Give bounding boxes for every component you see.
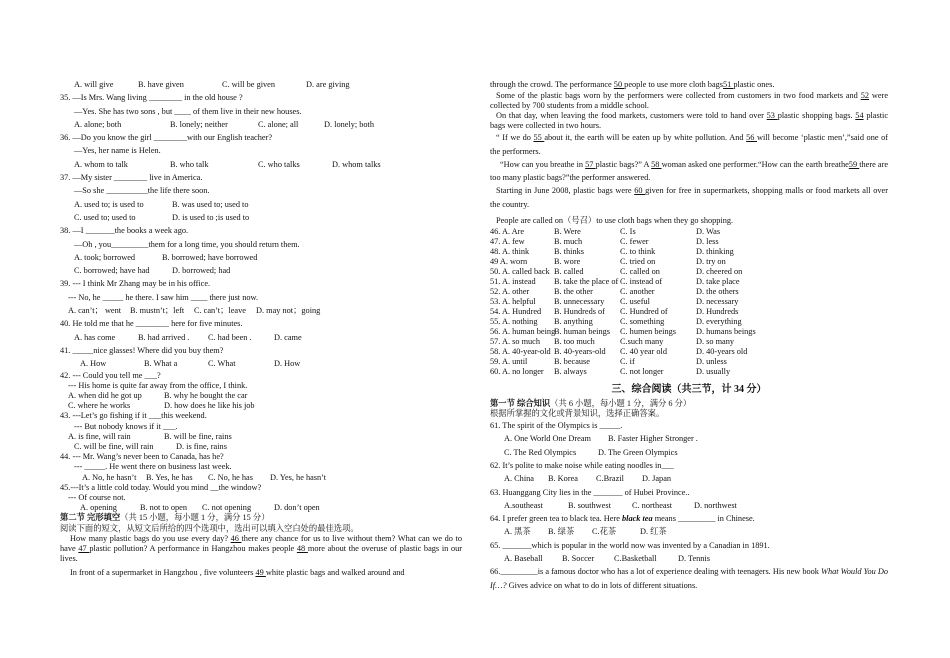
passage-paragraph-2: [60, 566, 462, 579]
question-text: 66._________is a famous doctor who has a lot of experience dealing with teenagers. His new book: [490, 567, 822, 577]
option-d: D. everything: [696, 317, 742, 327]
option-b: B. who talk: [170, 159, 209, 169]
option-a: A. No, he hasn’t: [82, 472, 137, 482]
blank-55: 55: [533, 133, 545, 143]
cloze-option-row: [490, 287, 888, 297]
option-b: B. thinks: [554, 247, 584, 257]
option-c: C. humen beings: [620, 327, 676, 337]
option-d: D. don’t open: [274, 503, 320, 513]
option-d: D. Hundreds: [696, 307, 739, 317]
q38-options-2: [60, 264, 462, 277]
section-3-1-heading: [490, 399, 888, 409]
option-a: A. can’t； went: [68, 306, 122, 316]
option-b: B. Were: [554, 227, 581, 237]
question-39: 39. --- I think Mr Zhang may be in his office.: [60, 279, 211, 289]
option-b: B. Faster Higher Stronger .: [608, 434, 698, 444]
question-38: 38. —I _______the books a week ago.: [60, 226, 189, 236]
option-a: A. is fine, will rain: [68, 431, 131, 441]
question-43-reply: --- But nobody knows if it ___.: [74, 421, 178, 431]
passage-text: plastic shopping bags.: [777, 111, 856, 121]
option-b: B. anything: [554, 317, 593, 327]
blank-57: 57: [585, 159, 596, 169]
option-a: A. has come: [74, 332, 116, 342]
question-62: 62. It’s polite to make noise while eating noodles in___: [490, 460, 674, 470]
option-b: B. Soccer: [562, 554, 595, 564]
question-38-reply: —Oh , you_________them for a long time, you should return them.: [74, 239, 300, 249]
blank-53: 53: [766, 111, 778, 121]
passage-text: In front of a supermarket in Hangzhou , five volunteers: [70, 567, 256, 577]
option-a: 60. A. no longer: [490, 367, 544, 377]
option-b: B. will be fine, rains: [164, 431, 232, 441]
section-2-heading: [60, 513, 462, 523]
q37-options-1: [60, 198, 462, 211]
option-b: B. Yes, he has: [146, 472, 193, 482]
passage-text: white plastic bags and walked around and: [265, 567, 405, 577]
option-d: D. usually: [696, 367, 731, 377]
cloze-option-row: [490, 237, 888, 247]
option-d: D. unless: [696, 357, 727, 367]
cloze-option-row: [490, 297, 888, 307]
question-63: 63. Huanggang City lies in the _______ of Hubei Province..: [490, 487, 690, 497]
option-d: D. how does he like his job: [164, 401, 255, 411]
q45-options: [60, 503, 462, 513]
option-d: D. so many: [696, 337, 735, 347]
option-b: B. not to open: [140, 503, 188, 513]
question-35: 35. —Is Mrs. Wang living ________ in the old house ?: [60, 93, 243, 103]
question-35-reply: —Yes. She has two sons , but ____ of them live in their new houses.: [74, 106, 302, 116]
option-b: B. take the place of: [554, 277, 619, 287]
question-44: 44. --- Mr. Wang’s never been to Canada, has he?: [60, 452, 224, 462]
option-c: C. who talks: [258, 159, 300, 169]
option-d: D. thinking: [696, 247, 734, 257]
cloze-option-row: [490, 277, 888, 287]
option-a: 58. A. 40-year-old: [490, 347, 551, 357]
option-b: B. much: [554, 237, 583, 247]
option-b: B. 40-years-old: [554, 347, 606, 357]
question-36: 36. —Do you know the girl ________with our English teacher?: [60, 133, 272, 143]
option-d: D. humans beings: [696, 327, 756, 337]
option-d: D. The Green Olympics: [598, 447, 678, 457]
option-c: C. where he works: [68, 401, 131, 411]
passage-paragraph-8: [490, 184, 888, 211]
right-column: [490, 78, 888, 592]
option-d: D. may not；going: [256, 306, 321, 316]
passage-text: On that day, when leaving the food markets, customers were told to hand over: [496, 111, 767, 121]
option-a: A. whom to talk: [74, 159, 128, 169]
option-d: D. whom talks: [332, 159, 381, 169]
question-45: 45.---It’s a little cold today. Would you mind __the window?: [60, 482, 262, 492]
option-c: C. Is: [620, 227, 636, 237]
question-36-reply: —Yes, her name is Helen.: [74, 146, 161, 156]
option-a: A. opening: [80, 503, 117, 513]
option-b: B. unnecessary: [554, 297, 605, 307]
question-text: means _________ in Chinese.: [652, 514, 755, 524]
option-b: B. the other: [554, 287, 593, 297]
emphasis: black tea: [622, 514, 653, 524]
option-a: A. 黑茶: [504, 527, 531, 537]
cloze-option-row: [490, 347, 888, 357]
passage-text: woman asked one performer.“How can the earth breathe: [661, 159, 849, 169]
passage-text: How many plastic bags do you use every day?: [70, 533, 231, 543]
option-a: 49 A. worn: [490, 257, 528, 267]
option-b: B. borrowed; have borrowed: [162, 252, 258, 262]
question-44-reply: --- _____. He went there on business last week.: [74, 462, 232, 472]
option-b: B. because: [554, 357, 590, 367]
question-65: 65. _______which is popular in the world now was invented by a Canadian in 1891.: [490, 540, 770, 550]
option-a: 47. A. few: [490, 237, 525, 247]
option-d: D. is fine, rains: [176, 441, 227, 451]
option-a: 56. A. human being: [490, 327, 556, 337]
option-c: C. borrowed; have had: [74, 266, 150, 276]
q65-options: [490, 552, 888, 565]
option-c: C. The Red Olympics: [504, 447, 577, 457]
option-c: C. called on: [620, 267, 660, 277]
blank-58: 58: [651, 159, 662, 169]
option-d: D. Yes, he hasn’t: [270, 472, 327, 482]
option-c: C. another: [620, 287, 655, 297]
option-b: B. had arrived .: [138, 332, 190, 342]
blank-49: 49: [255, 567, 266, 577]
option-a: A. alone; both: [74, 119, 122, 129]
cloze-options: [490, 227, 888, 377]
option-d: D. Was: [696, 227, 721, 237]
question-39-reply: --- No, he _____ he there. I saw him ____ there just now.: [68, 292, 259, 302]
q34-options: [60, 78, 462, 91]
q43-options-1: [60, 432, 462, 442]
section-3-1-note: （共 6 小题，每小题 1 分，满分 6 分）: [550, 398, 692, 408]
left-column: [60, 78, 462, 579]
q42-options-1: [60, 391, 462, 401]
option-d: D. 红茶: [640, 527, 667, 537]
option-a: 48. A. think: [490, 247, 530, 257]
passage-text: Some of the plastic bags worn by the performers were collected from customers in two food markets and: [496, 91, 861, 101]
option-a: A. used to; is used to: [74, 199, 144, 209]
cloze-option-row: [490, 337, 888, 347]
section-3-1-instructions: 根据所掌握的文化或背景知识，选择正确答案。: [490, 408, 665, 418]
option-d: D. lonely; both: [324, 119, 375, 129]
option-d: D. try on: [696, 257, 726, 267]
option-c: C. can’t；leave: [194, 306, 246, 316]
q41-options: [60, 357, 462, 370]
option-c: C.Basketball: [614, 554, 657, 564]
option-a: 55. A. nothing: [490, 317, 538, 327]
passage-text: Starting in June 2008, plastic bags were: [496, 186, 635, 196]
q39-options: [60, 304, 462, 317]
question-66: [490, 565, 888, 592]
q64-options: [490, 525, 888, 538]
passage-text: more about the overuse of plastic bags in our lives.: [60, 543, 463, 563]
option-c: C. something: [620, 317, 665, 327]
question-37-reply: —So she __________the life there soon.: [74, 186, 210, 196]
passage-text: there are too many plastic bags?”the performer answered.: [490, 159, 889, 183]
q37-options-2: [60, 211, 462, 224]
question-40: 40. He told me that he ________ here for five minutes.: [60, 319, 243, 329]
blank-56: 56: [746, 133, 757, 143]
option-a: 53. A. helpful: [490, 297, 536, 307]
option-d: D. necessary: [696, 297, 739, 307]
option-c: C. 40 year old: [620, 347, 668, 357]
option-d: D. came: [274, 332, 302, 342]
blank-60: 60: [634, 186, 646, 196]
cloze-option-row: [490, 247, 888, 257]
cloze-option-row: [490, 317, 888, 327]
passage-text: about it, the earth will be eaten up by white pollution. And: [544, 133, 747, 143]
option-b: B. always: [554, 367, 587, 377]
section-2-title: 第二节 完形填空: [60, 513, 121, 523]
passage-text: were collected by 700 students from a middle school.: [490, 91, 888, 111]
blank-52: 52: [860, 91, 869, 101]
option-a: 54. A. Hundred: [490, 307, 542, 317]
question-42-reply: --- His home is quite far away from the office, I think.: [68, 380, 248, 390]
cloze-option-row: [490, 257, 888, 267]
option-d: D. the others: [696, 287, 739, 297]
blank-59: 59: [848, 159, 860, 169]
cloze-option-row: [490, 227, 888, 237]
option-c: C. tried on: [620, 257, 656, 267]
passage-text: “How can you breathe in: [500, 159, 586, 169]
option-a: A. How: [80, 359, 107, 369]
passage-text: plastic pollution? A performance in Hangzhou makes people: [89, 543, 297, 553]
option-c: C. if: [620, 357, 635, 367]
option-b: B. Hundreds of: [554, 307, 605, 317]
passage-text: people to use more cloth bags: [624, 80, 724, 89]
option-d: D. less: [696, 237, 719, 247]
option-b: B. 绿茶: [548, 527, 575, 537]
option-c: C. will be fine, will rain: [74, 441, 154, 451]
q43-options-2: [60, 442, 462, 452]
passage-paragraph-6: [490, 131, 888, 158]
option-b: B. human beings: [554, 327, 610, 337]
option-d: D. cheered on: [696, 267, 743, 277]
question-37: 37. —My sister ________ live in America.: [60, 173, 203, 183]
option-b: B. have given: [138, 80, 184, 89]
option-a: 46. A. Are: [490, 227, 525, 237]
passage-paragraph-7: [490, 158, 888, 185]
option-c: C. alone; all: [258, 119, 299, 129]
option-c: C. No, he has: [208, 472, 253, 482]
option-b: B. was used to; used to: [172, 199, 249, 209]
option-c: C. instead of: [620, 277, 663, 287]
option-b: B. called: [554, 267, 584, 277]
q63-options: [490, 499, 888, 512]
option-a: 52. A. other: [490, 287, 530, 297]
section-2-note: （共 15 小题，每小题 1 分，满分 15 分）: [120, 513, 270, 523]
option-c: C. had been .: [208, 332, 252, 342]
option-d: D. northwest: [694, 500, 737, 510]
option-c: C. Hundred of: [620, 307, 668, 317]
option-c: C.such many: [620, 337, 664, 347]
passage-text: plastic bags were collected in two hours.: [490, 111, 888, 131]
q42-options-2: [60, 401, 462, 411]
passage-text: plastic ones.: [733, 80, 775, 89]
blank-46: 46: [230, 533, 242, 543]
book-title: What Would You Do If…?: [490, 567, 888, 590]
section-3-title: 三、综合阅读（共三节，计 34 分）: [611, 384, 767, 396]
option-b: B. southwest: [568, 500, 611, 510]
option-d: D. take place: [696, 277, 740, 287]
option-b: B. mustn’t；left: [130, 306, 185, 316]
cloze-option-row: [490, 327, 888, 337]
option-b: B. Korea: [548, 474, 578, 484]
q36-options: [60, 158, 462, 171]
q61-options-2: [490, 446, 888, 459]
option-a: 51. A. instead: [490, 277, 536, 287]
option-c: C. used to; used to: [74, 212, 136, 222]
passage-text: given for free in supermarkets, shopping malls or food markets all over the country.: [490, 186, 888, 209]
question-42: 42. --- Could you tell me ___?: [60, 370, 161, 380]
option-b: B. lonely; neither: [170, 119, 228, 129]
passage-text: will become ‘plastic men’,”said one of the performers.: [490, 133, 889, 156]
option-d: D. Tennis: [678, 554, 710, 564]
question-text: Gives advice on what to do in lots of different situations.: [506, 580, 698, 590]
q38-options-1: [60, 251, 462, 264]
option-d: D. 40-years old: [696, 347, 748, 357]
question-45-reply: --- Of course not.: [68, 492, 126, 502]
q35-options: [60, 118, 462, 131]
q62-options: [490, 472, 888, 485]
option-d: D. are giving: [306, 80, 350, 89]
option-c: C. not opening: [202, 503, 252, 513]
passage-paragraph-9: People are called on（号召）to use cloth bags when they go shopping.: [496, 216, 734, 226]
option-c: C. to think: [620, 247, 656, 257]
blank-50: 50: [613, 80, 625, 89]
blank-47: 47: [78, 543, 90, 553]
option-a: A. took; borrowed: [74, 252, 136, 262]
option-b: B. too much: [554, 337, 595, 347]
cloze-option-row: [490, 367, 888, 377]
passage-paragraph-3: [490, 78, 888, 91]
passage-paragraph-5: [490, 111, 888, 131]
q61-options-1: [490, 432, 888, 445]
option-a: A. when did he got up: [68, 390, 142, 400]
option-a: A. will give: [74, 80, 114, 89]
question-41: 41. _____nice glasses! Where did you buy them?: [60, 345, 224, 355]
option-c: C. northeast: [632, 500, 673, 510]
option-c: C. useful: [620, 297, 650, 307]
blank-51: 51: [723, 80, 734, 89]
option-b: B. What a: [144, 359, 178, 369]
passage-text: “ If we do: [496, 133, 534, 143]
question-61: 61. The spirit of the Olympics is _____.: [490, 421, 623, 431]
cloze-option-row: [490, 267, 888, 277]
option-a: A. Baseball: [504, 554, 543, 564]
question-43: 43. ---Let’s go fishing if it ___this weekend.: [60, 411, 207, 421]
passage-paragraph-1: [60, 534, 462, 564]
option-d: D. is used to ;is used to: [172, 212, 250, 222]
passage-text: there any chance for us to live without them? What can we do to have: [60, 533, 462, 553]
option-d: D. How: [274, 359, 301, 369]
option-d: D. borrowed; had: [172, 266, 231, 276]
option-a: 59. A. until: [490, 357, 528, 367]
cloze-option-row: [490, 307, 888, 317]
question-64: [490, 512, 888, 525]
option-b: B. why he bought the car: [164, 390, 248, 400]
option-a: A. China: [504, 474, 534, 484]
option-a: 57. A. so much: [490, 337, 541, 347]
option-c: C.花茶: [592, 527, 617, 537]
option-c: C. not longer: [620, 367, 664, 377]
question-text: 64. I prefer green tea to black tea. Here: [490, 514, 622, 524]
option-a: 50. A. called back: [490, 267, 550, 277]
option-c: C. will be given: [222, 80, 276, 89]
option-c: C.Brazil: [596, 474, 624, 484]
option-a: A. One World One Dream: [504, 434, 591, 444]
q40-options: [60, 331, 462, 344]
option-a: A.southeast: [504, 500, 543, 510]
option-b: B. wore: [554, 257, 581, 267]
blank-54: 54: [855, 111, 864, 121]
option-c: C. What: [208, 359, 236, 369]
cloze-option-row: [490, 357, 888, 367]
section-3-1-title: 第一节 综合知识: [490, 398, 551, 408]
q44-options: [60, 473, 462, 483]
section-2-instructions: 阅读下面的短文，从短文后所给的四个选项中，选出可以填入空白处的最佳选项。: [60, 523, 359, 533]
blank-48: 48: [296, 543, 308, 553]
passage-text: through the crowd. The performance: [490, 80, 614, 89]
passage-text: plastic bags?” A: [595, 159, 652, 169]
option-c: C. fewer: [620, 237, 649, 247]
passage-paragraph-4: [490, 91, 888, 111]
option-d: D. Japan: [642, 474, 672, 484]
